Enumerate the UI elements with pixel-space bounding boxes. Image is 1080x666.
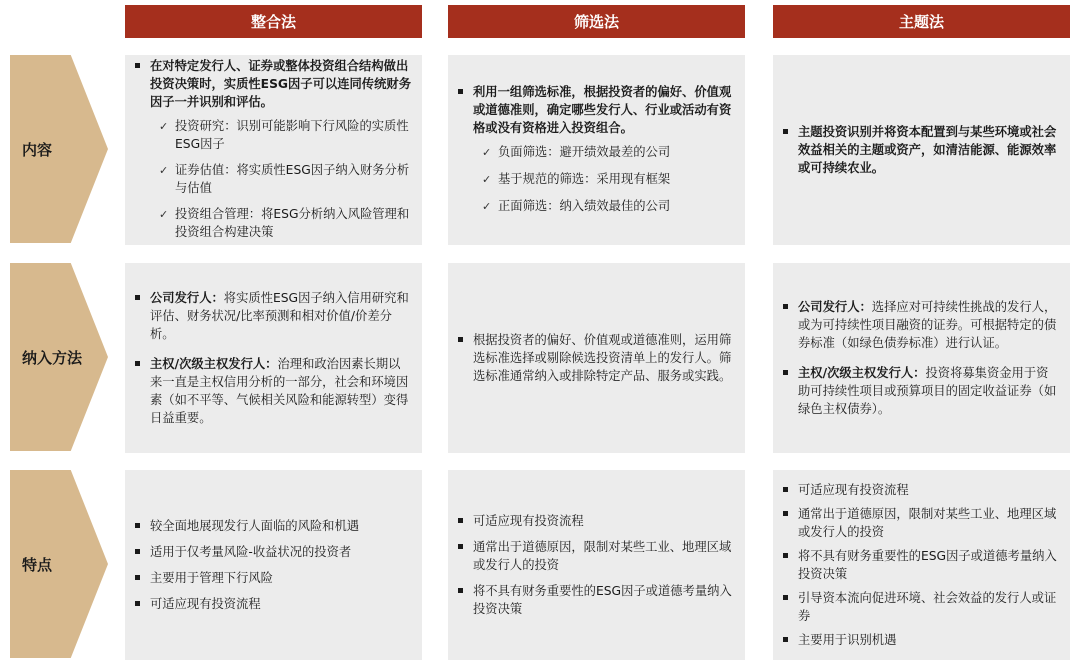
- list-item: ✓ 证券估值：将实质性ESG因子纳入财务分析与估值: [159, 163, 410, 195]
- cell-content-thematic: [773, 55, 1070, 245]
- list-item: 根据投资者的偏好、价值观或道德准则，运用筛选标准选择或剔除候选投资清单上的发行人。筛选标准通常纳入或排除特定产品、服务或实践。: [458, 331, 735, 385]
- bullet-icon: [458, 588, 463, 593]
- list-item: 在对特定发行人、证券或整体投资组合结构做出投资决策时，实质性ESG因子可以连同传统财务因子一并识别和评估。: [135, 57, 412, 111]
- checkmark-icon: ✓: [482, 145, 492, 159]
- bullet-icon: [135, 63, 140, 68]
- header-screening: 筛选法: [448, 5, 745, 38]
- list-item: 将不具有财务重要性的ESG因子或道德考量纳入投资决策: [458, 582, 735, 618]
- row-label-content: 内容: [22, 140, 53, 159]
- checkmark-icon: ✓: [159, 120, 169, 133]
- list-item: 主权/次级主权发行人：治理和政治因素长期以来一直是主权信用分析的一部分，社会和环境因素（如不平等、气候相关风险和能源转型）变得日益重要。: [135, 355, 412, 427]
- cell-inclusion-integration: [125, 263, 422, 453]
- checkmark-icon: ✓: [159, 164, 169, 177]
- bullet-icon: [783, 304, 788, 309]
- checkmark-icon: ✓: [482, 172, 492, 186]
- list-item: ✓ 负面筛选：避开绩效最差的公司: [482, 143, 735, 162]
- cell-features-integration: [125, 470, 422, 660]
- bullet-icon: [783, 553, 788, 558]
- list-item: 主题投资识别并将资本配置到与某些环境或社会效益相关的主题或资产，如清洁能源、能源效率或可持续农业。: [783, 123, 1060, 177]
- bullet-icon: [783, 595, 788, 600]
- bullet-icon: [135, 575, 140, 580]
- list-item: 可适应现有投资流程: [783, 481, 1060, 499]
- list-item: 通常出于道德原因，限制对某些工业、地理区域或发行人的投资: [783, 505, 1060, 541]
- list-item: ✓ 投资组合管理：将ESG分析纳入风险管理和投资组合构建决策: [159, 207, 410, 239]
- list-item: 可适应现有投资流程: [135, 595, 412, 613]
- bullet-icon: [458, 544, 463, 549]
- cell-content-integration: [125, 55, 422, 245]
- list-item: 主要用于管理下行风险: [135, 569, 412, 587]
- bullet-icon: [458, 337, 463, 342]
- list-item: 通常出于道德原因，限制对某些工业、地理区域或发行人的投资: [458, 538, 735, 574]
- list-item: 公司发行人：选择应对可持续性挑战的发行人，或为可持续性项目融资的证券。可根据特定的债券标准（如绿色债券标准）进行认证。: [783, 298, 1060, 352]
- list-item: 适用于仅考量风险-收益状况的投资者: [135, 543, 412, 561]
- bullet-icon: [783, 487, 788, 492]
- bullet-icon: [783, 370, 788, 375]
- row-label-inclusion: 纳入方法: [22, 348, 83, 367]
- bullet-icon: [135, 601, 140, 606]
- cell-features-thematic: [773, 470, 1070, 660]
- bullet-icon: [135, 523, 140, 528]
- list-item: 主要用于识别机遇: [783, 631, 1060, 649]
- list-item: 利用一组筛选标准，根据投资者的偏好、价值观或道德准则，确定哪些发行人、行业或活动有资格或没有资格进入投资组合。: [458, 83, 735, 137]
- list-item: 可适应现有投资流程: [458, 512, 735, 530]
- cell-features-screening: [448, 470, 745, 660]
- list-item: 将不具有财务重要性的ESG因子或道德考量纳入投资决策: [783, 547, 1060, 583]
- header-thematic: 主题法: [773, 5, 1070, 38]
- cell-content-screening: [448, 55, 745, 245]
- checkmark-icon: ✓: [482, 199, 492, 213]
- bullet-icon: [135, 295, 140, 300]
- list-item: ✓ 基于规范的筛选：采用现有框架: [482, 170, 735, 189]
- list-item: ✓ 投资研究：识别可能影响下行风险的实质性ESG因子: [159, 119, 409, 151]
- row-label-features: 特点: [22, 555, 53, 574]
- bullet-icon: [783, 511, 788, 516]
- bullet-icon: [135, 361, 140, 366]
- list-item: 引导资本流向促进环境、社会效益的发行人或证券: [783, 589, 1060, 625]
- bullet-icon: [135, 549, 140, 554]
- bullet-icon: [458, 518, 463, 523]
- list-item: 主权/次级主权发行人：投资将募集资金用于资助可持续性项目或预算项目的固定收益证券（如绿色主权债券）。: [783, 364, 1060, 418]
- checkmark-icon: ✓: [159, 208, 169, 221]
- list-item: 公司发行人：将实质性ESG因子纳入信用研究和评估、财务状况/比率预测和相对价值/价差分析。: [135, 289, 412, 343]
- cell-inclusion-screening: [448, 263, 745, 453]
- cell-inclusion-thematic: [773, 263, 1070, 453]
- bullet-icon: [458, 89, 463, 94]
- header-integration: 整合法: [125, 5, 422, 38]
- list-item: ✓ 正面筛选：纳入绩效最佳的公司: [482, 197, 735, 216]
- bullet-icon: [783, 637, 788, 642]
- list-item: 较全面地展现发行人面临的风险和机遇: [135, 517, 412, 535]
- bullet-icon: [783, 129, 788, 134]
